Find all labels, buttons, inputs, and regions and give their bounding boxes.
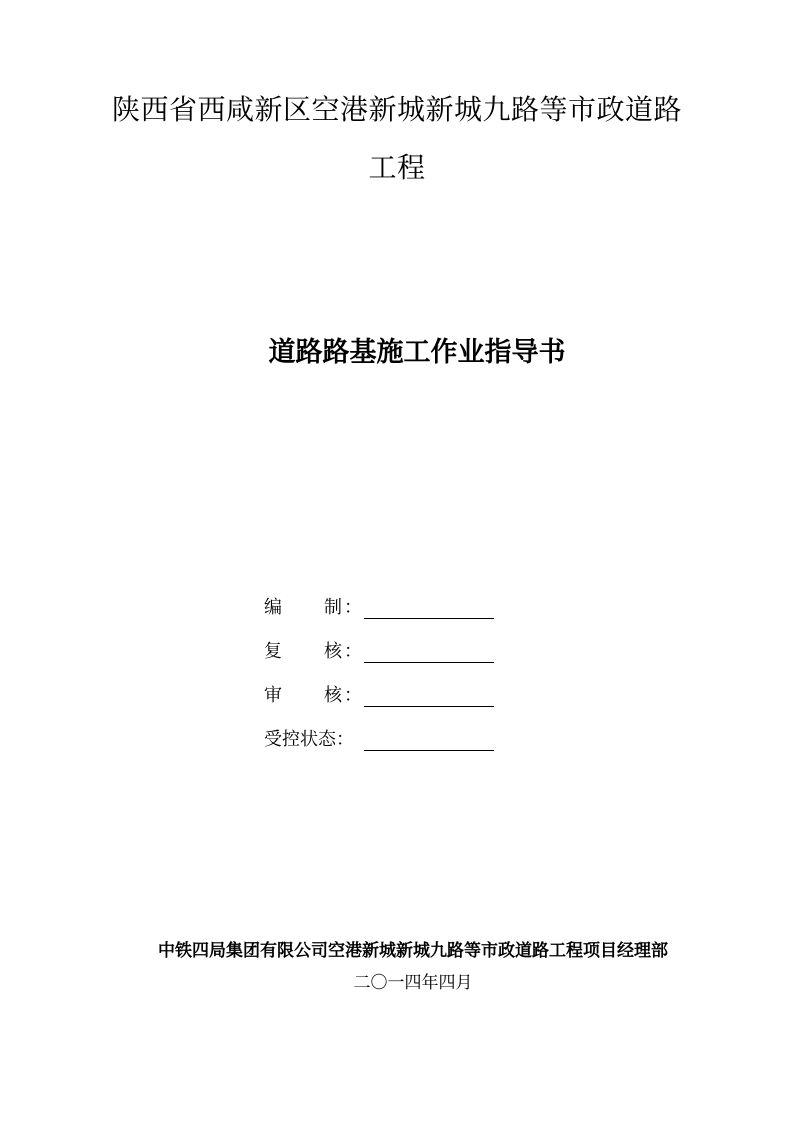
label-char: 复: [264, 641, 282, 662]
signoff-row-reviewed: [264, 684, 504, 728]
label-colon: ：: [336, 729, 354, 750]
label-char: 核: [324, 641, 342, 662]
signature-line-compiled[interactable]: [364, 618, 494, 619]
signature-line-reviewed[interactable]: [364, 706, 494, 707]
footer-organization: 中铁四局集团有限公司空港新城新城九路等市政道路工程项目经理部: [158, 941, 668, 961]
label-colon: ：: [344, 597, 362, 618]
label-char: 编: [264, 597, 282, 618]
signature-line-control-status[interactable]: [364, 750, 494, 751]
signature-line-rechecked[interactable]: [364, 662, 494, 663]
signoff-label-control-status: [264, 728, 360, 752]
label-char: 制: [324, 597, 342, 618]
label-char: 审: [264, 685, 282, 706]
project-title-line-2: 工程: [368, 151, 426, 184]
signoff-row-compiled: [264, 596, 504, 640]
label-colon: ：: [344, 685, 362, 706]
label-char: 核: [324, 685, 342, 706]
document-title: 道路路基施工作业指导书: [268, 337, 566, 368]
footer-date: 二〇一四年四月: [353, 973, 473, 993]
signoff-row-control-status: [264, 728, 504, 772]
project-title-line-1: 陕西省西咸新区空港新城新城九路等市政道路: [111, 93, 682, 126]
label-colon: ：: [344, 641, 362, 662]
label-text: 受控状态: [264, 729, 336, 750]
signoff-block: [264, 596, 504, 772]
signoff-row-rechecked: [264, 640, 504, 684]
